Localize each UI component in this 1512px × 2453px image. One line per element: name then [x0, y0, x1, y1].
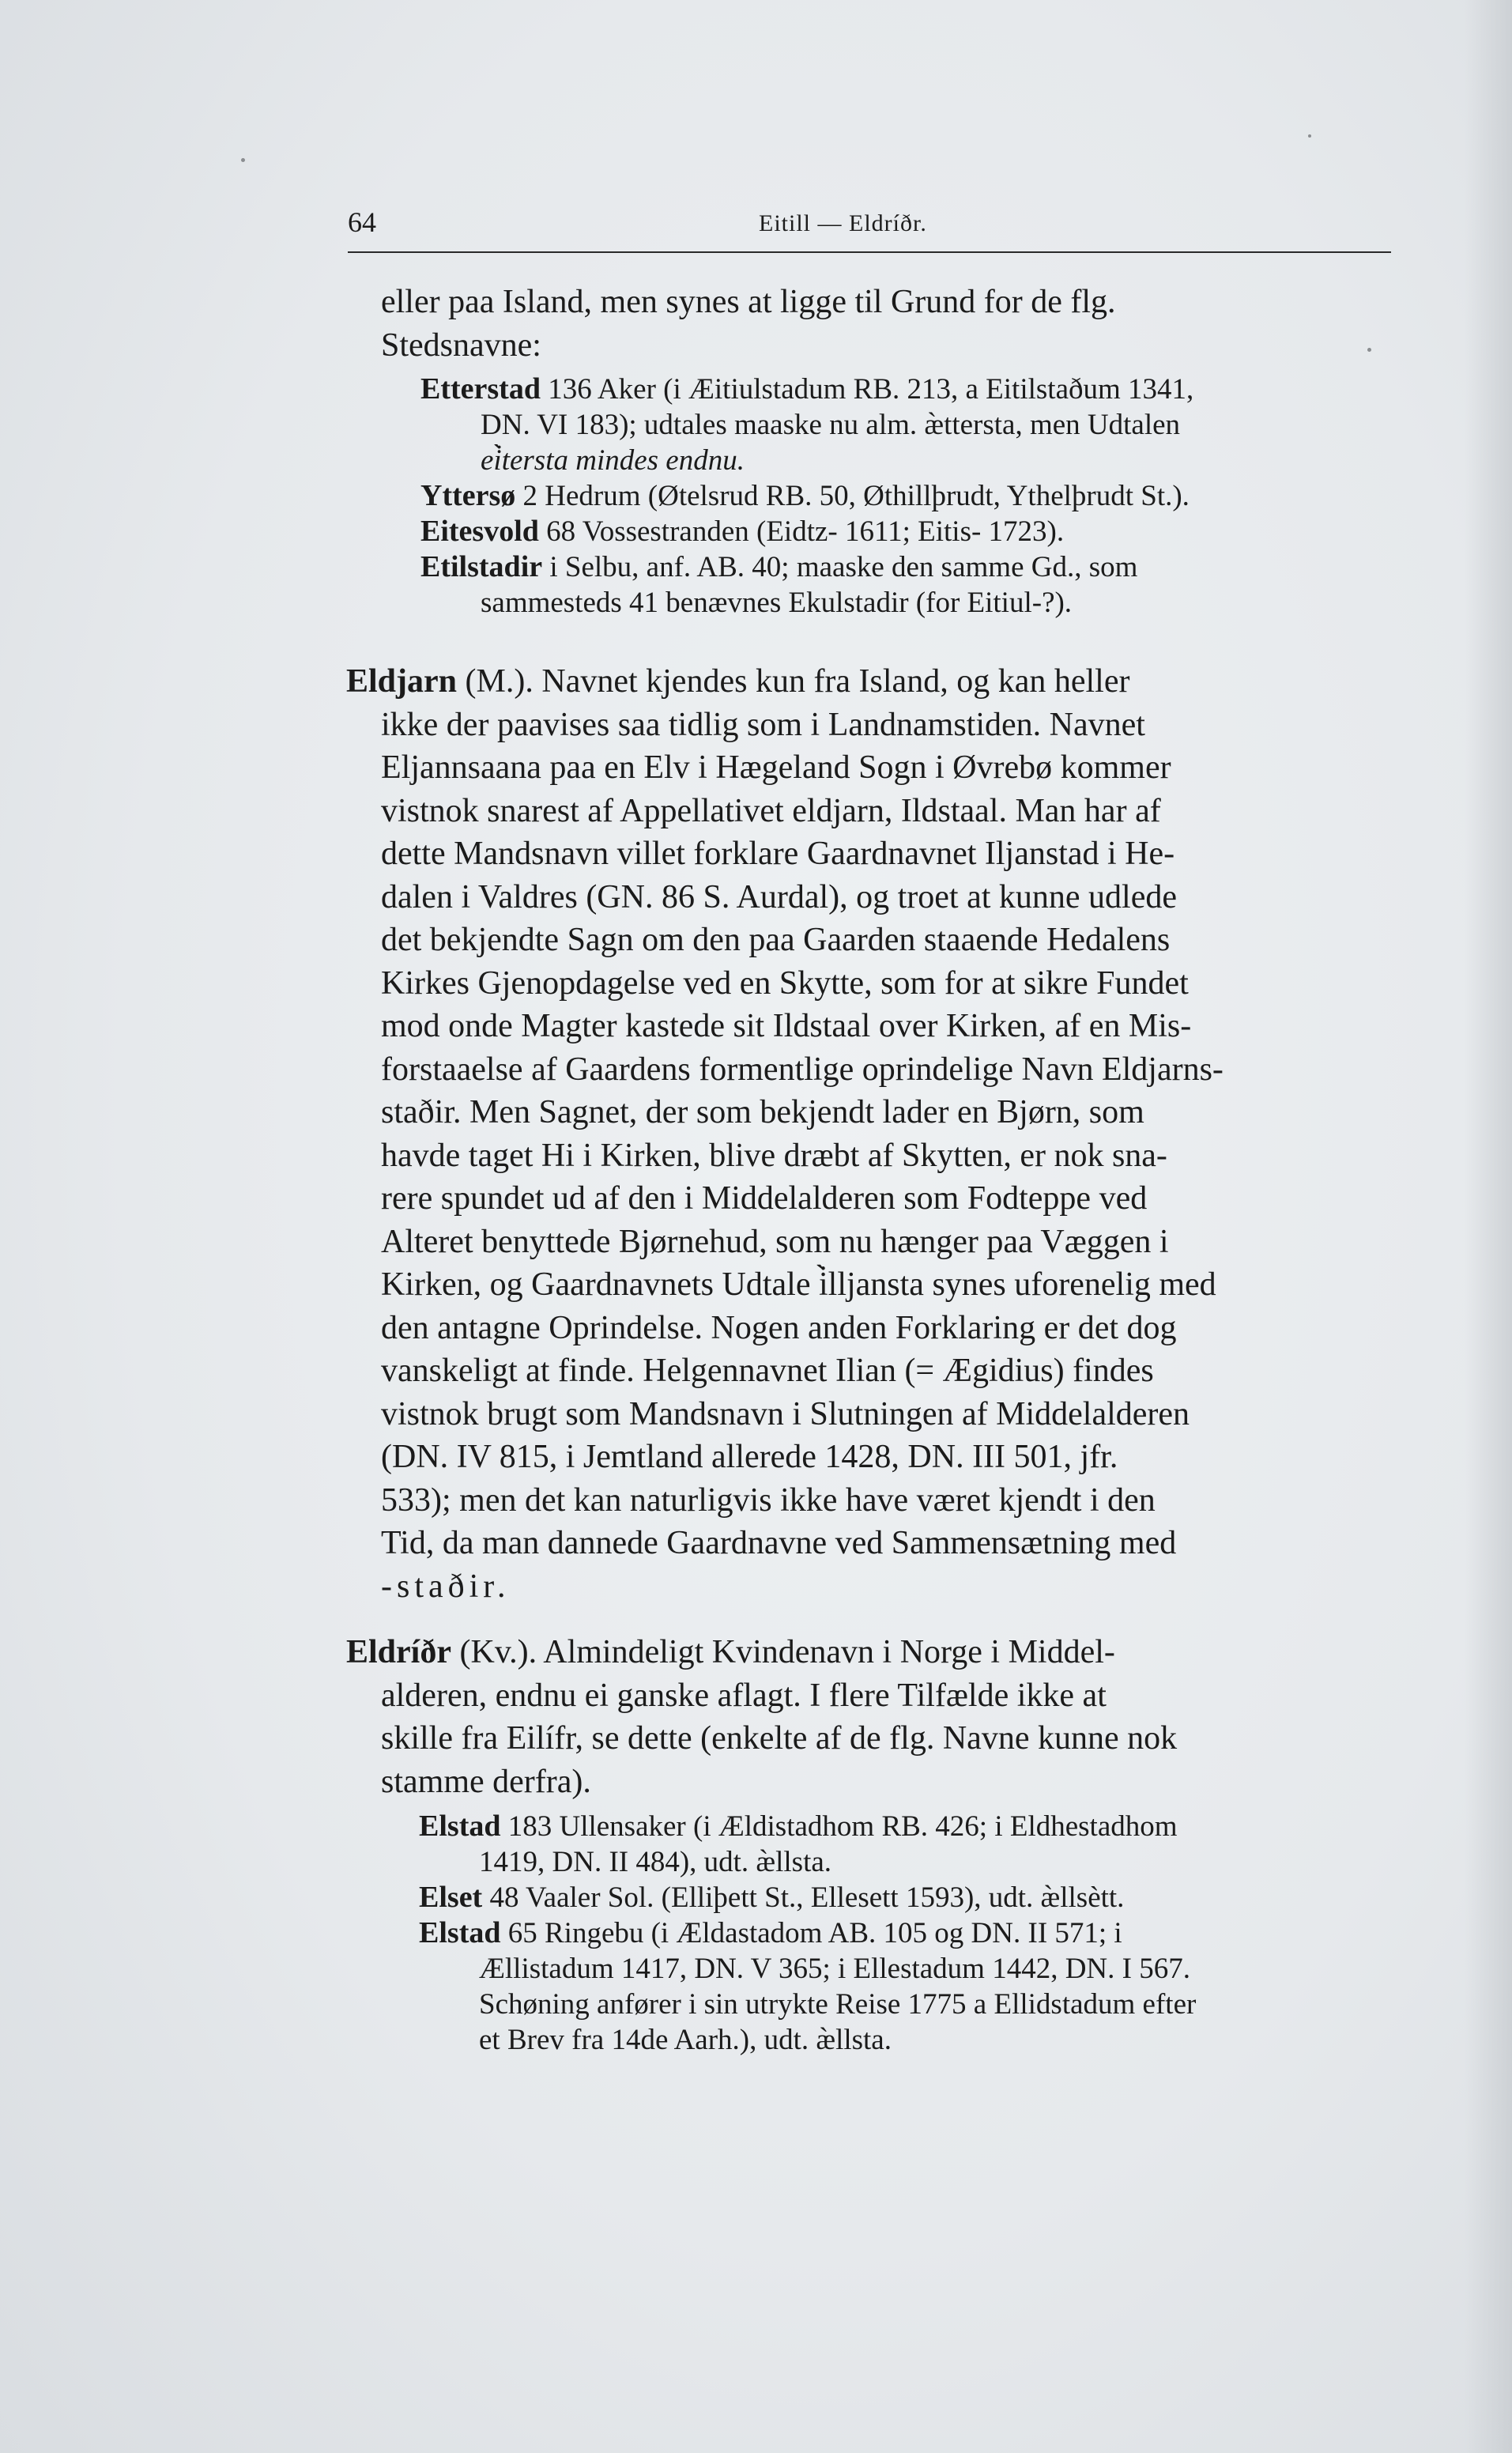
entry-text: -staðir. — [381, 1568, 511, 1605]
entry-text: Kirken, og Gaardnavnets Udtale i̇̀lljansta synes uforenelig med — [381, 1266, 1216, 1303]
place-text: et Brev fra 14de Aarh.), udt. æ̀llsta. — [479, 2024, 892, 2056]
entry-eldridr — [346, 1631, 1388, 1803]
header-rule — [348, 251, 1391, 253]
place-entry — [420, 549, 1393, 621]
entry-text: (DN. IV 815, i Jemtland allerede 1428, DN. III 501, jfr. — [381, 1439, 1118, 1475]
entry-text: Almindeligt Kvindenavn i Norge i Middel- — [543, 1634, 1115, 1670]
place-text: Ællistadum 1417, DN. V 365; i Ellestadum 1442, DN. I 567. — [479, 1953, 1190, 1985]
entry-text: den antagne Oprindelse. Nogen anden Forklaring er det dog — [381, 1309, 1177, 1346]
place-text: ei̇̀tersta mindes endnu. — [481, 444, 745, 477]
place-text: 2 Hedrum (Øtelsrud RB. 50, Øthillþrudt, Ythelþrudt St.). — [522, 480, 1190, 512]
page-header — [348, 206, 1391, 245]
place-text: DN. VI 183); udtales maaske nu alm. æ̀ttersta, men Udtalen — [481, 409, 1181, 441]
place-text: sammesteds 41 benævnes Ekulstadir (for Eitiul-?). — [481, 587, 1073, 619]
entry-text: vistnok brugt som Mandsnavn i Slutningen af Middelalderen — [381, 1395, 1190, 1432]
entry-text: Alteret benyttede Bjørnehud, som nu hænger paa Væggen i — [381, 1223, 1169, 1260]
place-name: Yttersø — [420, 479, 516, 512]
place-text: Schøning anfører i sin utrykte Reise 1775 a Ellidstadum efter — [479, 1988, 1197, 2021]
place-name: Etterstad — [420, 372, 541, 406]
running-head: Eitill — Eldríðr. — [759, 210, 927, 236]
gender-tag: (Kv.). — [459, 1634, 537, 1670]
page-edge-shadow — [1465, 0, 1512, 2453]
page-number: 64 — [348, 206, 376, 238]
place-list-eldridr — [419, 1809, 1393, 2058]
place-text: i Selbu, anf. AB. 40; maaske den samme Gd., som — [549, 551, 1138, 583]
place-entry — [420, 372, 1393, 478]
speck — [241, 158, 245, 162]
entry-text: ikke der paavises saa tidlig som i Landnamstiden. Navnet — [381, 706, 1145, 743]
entry-text: stamme derfra). — [381, 1763, 591, 1800]
entry-text: Eljannsaana paa en Elv i Hægeland Sogn i Øvrebø kommer — [381, 749, 1171, 786]
place-text: 68 Vossestranden (Eidtz- 1611; Eitis- 1723). — [546, 515, 1065, 548]
entry-text: forstaaelse af Gaardens formentlige oprindelige Navn Eldjarns- — [381, 1051, 1224, 1088]
entry-text: 533); men det kan naturligvis ikke have været kjendt i den — [381, 1481, 1156, 1519]
entry-text: Navnet kjendes kun fra Island, og kan heller — [541, 663, 1130, 700]
place-entry — [420, 478, 1393, 514]
headword: Eldjarn — [346, 663, 458, 700]
place-entry — [419, 1915, 1393, 2058]
place-text: 136 Aker (i Æitiulstadum RB. 213, a Eitilstaðum 1341, — [548, 373, 1194, 406]
place-name: Etilstadir — [420, 550, 543, 583]
place-text: 183 Ullensaker (i Ældistadhom RB. 426; i Eldhestadhom — [507, 1810, 1178, 1843]
headword: Eldríðr — [346, 1634, 451, 1670]
place-entry — [419, 1809, 1393, 1880]
place-name: Elset — [419, 1881, 483, 1914]
place-name: Elstad — [419, 1810, 501, 1843]
place-name: Eitesvold — [420, 515, 539, 548]
place-text: 1419, DN. II 484), udt. æ̀llsta. — [479, 1846, 832, 1878]
entry-text: Kirkes Gjenopdagelse ved en Skytte, som for at sikre Fundet — [381, 964, 1189, 1002]
entry-text: havde taget Hi i Kirken, blive dræbt af Skytten, er nok sna- — [381, 1137, 1167, 1174]
entry-text: skille fra Eilífr, se dette (enkelte af de flg. Navne kunne nok — [381, 1720, 1178, 1757]
place-name: Elstad — [419, 1916, 501, 1949]
entry-text: dette Mandsnavn villet forklare Gaardnavnet Iljanstad i He- — [381, 836, 1175, 872]
speck — [1308, 134, 1311, 138]
text-line: eller paa Island, men synes at ligge til Grund for de flg. — [381, 284, 1116, 320]
entry-text: vistnok snarest af Appellativet eldjarn, Ildstaal. Man har af — [381, 792, 1161, 829]
place-list-eitill — [420, 372, 1393, 621]
text-line: Stedsnavne: — [381, 326, 541, 364]
entry-text: Tid, da man dannede Gaardnavne ved Sammensætning med — [381, 1525, 1177, 1561]
entry-eldjarn — [346, 660, 1388, 1608]
entry-text: dalen i Valdres (GN. 86 S. Aurdal), og troet at kunne udlede — [381, 878, 1177, 915]
gender-tag: (M.). — [465, 663, 534, 700]
place-entry — [419, 1880, 1393, 1915]
intro-paragraph — [381, 281, 1386, 367]
entry-text: det bekjendte Sagn om den paa Gaarden staaende Hedalens — [381, 922, 1171, 958]
place-entry — [420, 514, 1393, 549]
place-text: 48 Vaaler Sol. (Elliþett St., Ellesett 1593), udt. æ̀llsètt. — [489, 1881, 1125, 1914]
entry-text: staðir. Men Sagnet, der som bekjendt lader en Bjørn, som — [381, 1094, 1144, 1130]
entry-text: mod onde Magter kastede sit Ildstaal over Kirken, af en Mis- — [381, 1008, 1192, 1044]
entry-text: rere spundet ud af den i Middelalderen som Fodteppe ved — [381, 1180, 1148, 1217]
entry-text: alderen, endnu ei ganske aflagt. I flere Tilfælde ikke at — [381, 1677, 1107, 1714]
entry-text: vanskeligt at finde. Helgennavnet Ilian (= Ægidius) findes — [381, 1353, 1154, 1389]
place-text: 65 Ringebu (i Ældastadom AB. 105 og DN. II 571; i — [507, 1917, 1122, 1949]
